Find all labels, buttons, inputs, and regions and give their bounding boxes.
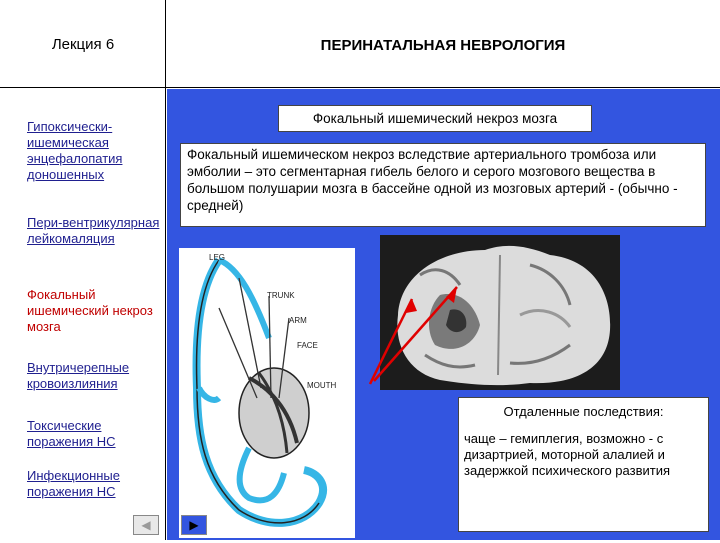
arrow-right-icon: ▶ xyxy=(189,518,199,532)
title-bar xyxy=(166,0,720,88)
leg-label: LEG xyxy=(209,253,226,262)
main-panel xyxy=(167,89,720,540)
motor-homunculus-diagram xyxy=(179,248,355,538)
sidebar-item-toxic-lesions[interactable]: Токсические поражения НС xyxy=(27,418,116,449)
consequences-heading: Отдаленные последствия: xyxy=(503,404,664,419)
trunk-label: TRUNK xyxy=(267,291,295,300)
arrow-left-icon: ◀ xyxy=(141,518,151,532)
previous-slide-button[interactable] xyxy=(133,515,159,535)
sidebar-item-intracranial-hemorrhage[interactable]: Внутричерепные кровоизлияния xyxy=(27,360,130,391)
homunculus-illustration xyxy=(179,248,355,538)
lecture-number: Лекция 6 xyxy=(51,36,115,53)
sidebar xyxy=(0,88,166,540)
next-slide-button[interactable] xyxy=(181,515,207,535)
topic-title-box: Фокальный ишемический некроз мозга xyxy=(278,105,592,132)
arm-label: ARM xyxy=(289,316,307,325)
sidebar-item-focal-necrosis[interactable]: Фокальный ишемический некроз мозга xyxy=(27,287,153,334)
mouth-label: MOUTH xyxy=(307,381,337,390)
description-box: Фокальный ишемическом некроз вследствие артериального тромбоза или эмболии – это сегментарная гибель белого и серого мозгового вещества в большом полушарии мозга в бассейне одной из мозговых артерий - (обычно - средней) xyxy=(180,143,706,227)
sidebar-item-periventricular-leukomalacia[interactable]: Пери-вентрикулярная лейкомаляция xyxy=(27,215,160,246)
consequences-text: чаще – гемиплегия, возможно - с дизартрией, моторной алалией и задержкой психического развития xyxy=(464,431,670,478)
sidebar-item-hypoxic-encephalopathy[interactable]: Гипоксически-ишемическая энцефалопатия доношенных xyxy=(27,119,123,182)
sidebar-item-infectious-lesions[interactable]: Инфекционные поражения НС xyxy=(27,468,121,499)
page-title: ПЕРИНАТАЛЬНАЯ НЕВРОЛОГИЯ xyxy=(320,37,566,54)
lecture-header xyxy=(0,0,166,88)
lesion-pointer-arrows xyxy=(362,279,472,389)
long-term-consequences-box xyxy=(458,397,709,532)
face-label: FACE xyxy=(297,341,318,350)
